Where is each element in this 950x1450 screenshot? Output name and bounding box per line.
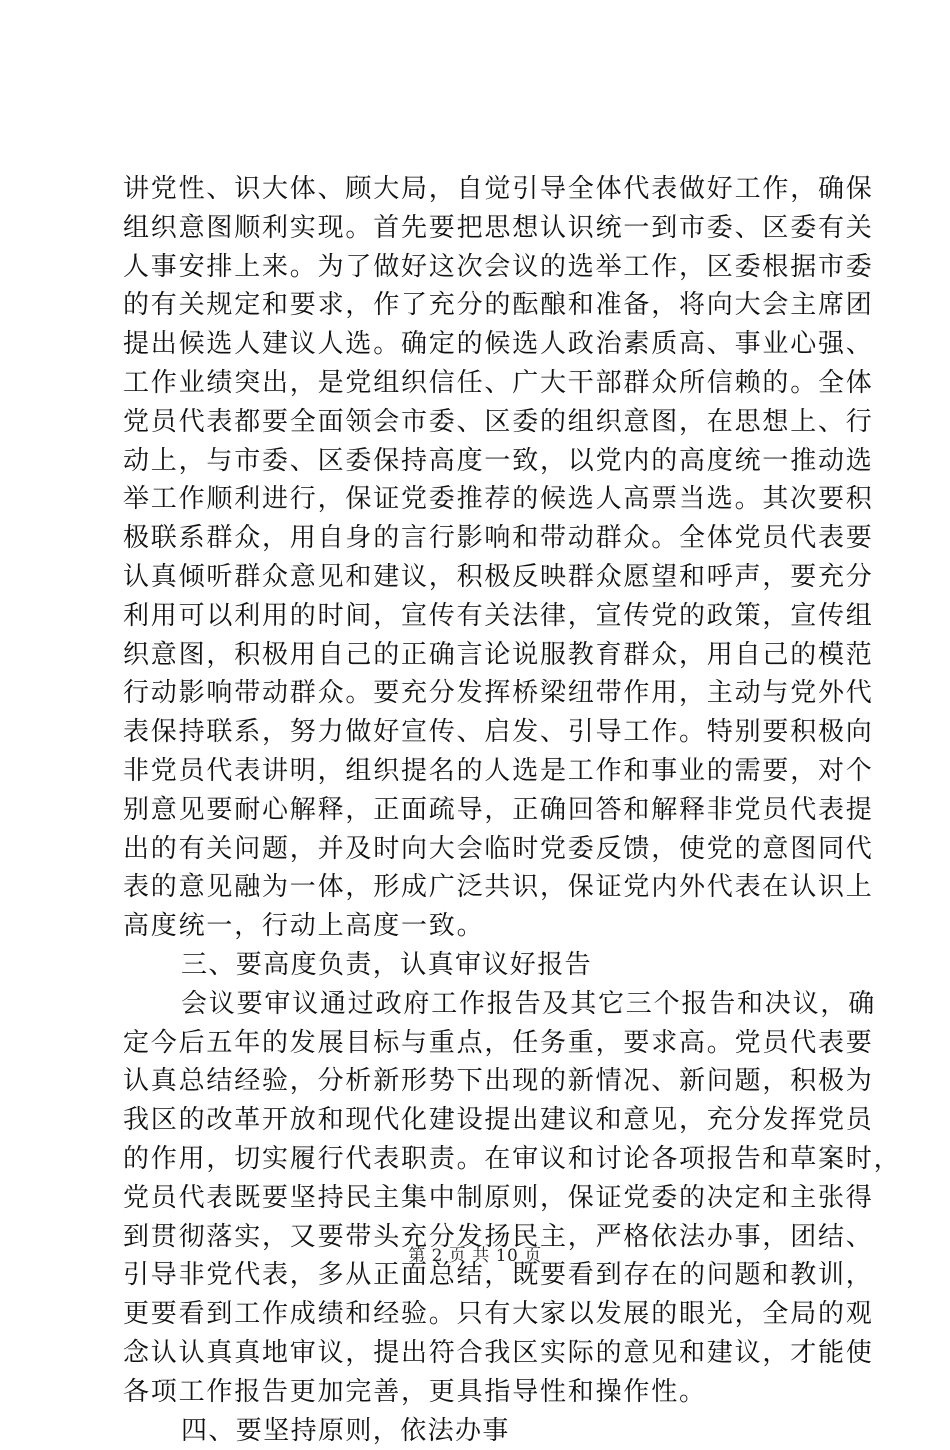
text-line: 我区的改革开放和现代化建设提出建议和意见，充分发挥党员 [123, 1101, 843, 1140]
text-line: 组织意图顺利实现。首先要把思想认识统一到市委、区委有关 [123, 209, 843, 248]
text-line: 动上，与市委、区委保持高度一致，以党内的高度统一推动选 [123, 442, 843, 481]
text-line: 出的有关问题，并及时向大会临时党委反馈，使党的意图同代 [123, 830, 843, 869]
text-line: 认真总结经验，分析新形势下出现的新情况、新问题，积极为 [123, 1062, 843, 1101]
text-line: 举工作顺利进行，保证党委推荐的候选人高票当选。其次要积 [123, 480, 843, 519]
text-line: 各项工作报告更加完善，更具指导性和操作性。 [123, 1373, 843, 1412]
text-line: 讲党性、识大体、顾大局，自觉引导全体代表做好工作，确保 [123, 170, 843, 209]
section-heading: 四、要坚持原则，依法办事 [123, 1412, 843, 1450]
paragraph-first-line: 会议要审议通过政府工作报告及其它三个报告和决议，确 [123, 985, 843, 1024]
text-line: 高度统一，行动上高度一致。 [123, 907, 843, 946]
text-line: 利用可以利用的时间，宣传有关法律，宣传党的政策，宣传组 [123, 597, 843, 636]
page-number-footer: 第 2 页 共 10 页 [0, 1241, 950, 1266]
text-line: 人事安排上来。为了做好这次会议的选举工作，区委根据市委 [123, 248, 843, 287]
text-line: 非党员代表讲明，组织提名的人选是工作和事业的需要，对个 [123, 752, 843, 791]
text-line: 织意图，积极用自己的正确言论说服教育群众，用自己的模范 [123, 636, 843, 675]
text-line: 党员代表都要全面领会市委、区委的组织意图，在思想上、行 [123, 403, 843, 442]
section-heading: 三、要高度负责，认真审议好报告 [123, 946, 843, 985]
text-line: 的有关规定和要求，作了充分的酝酿和准备，将向大会主席团 [123, 286, 843, 325]
text-line: 工作业绩突出，是党组织信任、广大干部群众所信赖的。全体 [123, 364, 843, 403]
text-line: 念认认真真地审议，提出符合我区实际的意见和建议，才能使 [123, 1334, 843, 1373]
text-line: 表的意见融为一体，形成广泛共识，保证党内外代表在认识上 [123, 868, 843, 907]
text-line: 引导非党代表，多从正面总结，既要看到存在的问题和教训， [123, 1256, 843, 1295]
text-line: 极联系群众，用自身的言行影响和带动群众。全体党员代表要 [123, 519, 843, 558]
text-line: 行动影响带动群众。要充分发挥桥梁纽带作用，主动与党外代 [123, 674, 843, 713]
text-line: 党员代表既要坚持民主集中制原则，保证党委的决定和主张得 [123, 1179, 843, 1218]
text-line: 的作用，切实履行代表职责。在审议和讨论各项报告和草案时， [123, 1140, 843, 1179]
text-line: 别意见要耐心解释，正面疏导，正确回答和解释非党员代表提 [123, 791, 843, 830]
text-line: 更要看到工作成绩和经验。只有大家以发展的眼光，全局的观 [123, 1295, 843, 1334]
text-line: 到贯彻落实，又要带头充分发扬民主，严格依法办事，团结、 [123, 1218, 843, 1257]
text-line: 表保持联系，努力做好宣传、启发、引导工作。特别要积极向 [123, 713, 843, 752]
text-line: 定今后五年的发展目标与重点，任务重，要求高。党员代表要 [123, 1024, 843, 1063]
text-line: 提出候选人建议人选。确定的候选人政治素质高、事业心强、 [123, 325, 843, 364]
text-line: 认真倾听群众意见和建议，积极反映群众愿望和呼声，要充分 [123, 558, 843, 597]
